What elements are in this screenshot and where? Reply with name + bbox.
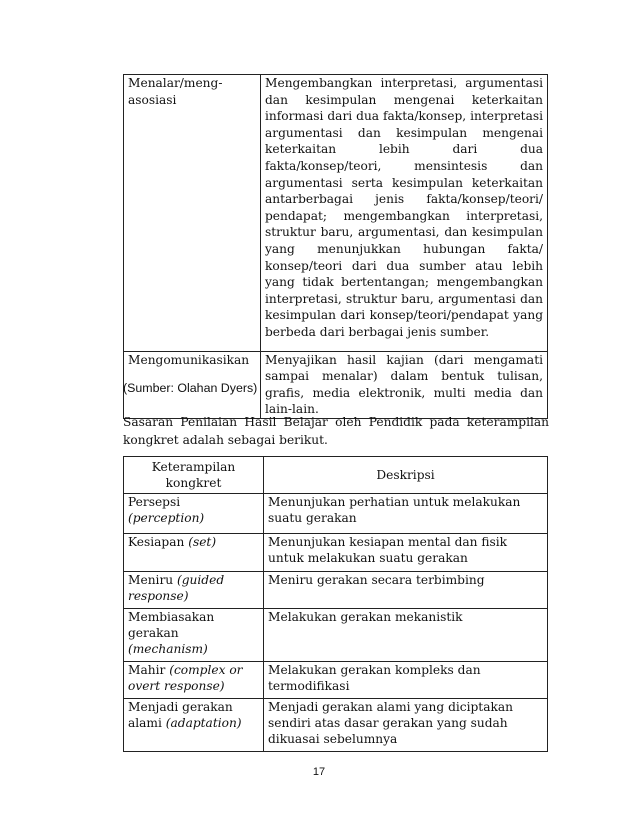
activity-description: Menyajikan hasil kajian (dari mengamati sampai menalar) dalam bentuk tulisan, grafis, media elektronik, multi media dan lain-lain.: [261, 351, 548, 418]
learning-activities-table: [123, 74, 548, 419]
table-row: [124, 572, 548, 609]
skill-term: [124, 534, 264, 572]
skill-description: Menunjukan perhatian untuk melakukan suatu gerakan: [264, 494, 548, 534]
skill-name: Mahir: [128, 663, 166, 677]
skill-name: Membiasakan gerakan: [128, 610, 215, 641]
table-row: [124, 534, 548, 572]
skill-name: Kesiapan: [128, 535, 185, 549]
skill-description: Menjadi gerakan alami yang diciptakan sendiri atas dasar gerakan yang sudah dikuasai sebelumnya: [264, 699, 548, 752]
skill-english: (complex or overt response): [128, 663, 243, 694]
table-row: [124, 609, 548, 662]
skill-english: (mechanism): [128, 642, 208, 657]
skill-term: [124, 699, 264, 752]
skill-term: [124, 609, 264, 662]
table-row: [124, 699, 548, 752]
skill-description: Melakukan gerakan mekanistik: [264, 609, 548, 662]
activity-term: Menalar/meng-asosiasi: [124, 75, 261, 352]
header-description: Deskripsi: [264, 457, 548, 494]
skill-english: (set): [188, 535, 217, 549]
table-row: [124, 494, 548, 534]
source-note: (Sumber: Olahan Dyers): [123, 381, 258, 395]
skill-description: Melakukan gerakan kompleks dan termodifikasi: [264, 662, 548, 699]
table-row: [124, 75, 548, 352]
skill-name: Meniru: [128, 573, 174, 587]
skill-term: [124, 494, 264, 534]
table-header-row: [124, 457, 548, 494]
skill-description: Meniru gerakan secara terbimbing: [264, 572, 548, 609]
skill-description: Menunjukan kesiapan mental dan fisik untuk melakukan suatu gerakan: [264, 534, 548, 572]
skill-english: (perception): [128, 511, 205, 526]
skill-english: (guided response): [128, 573, 225, 604]
skill-name: Menjadi gerakan alami: [128, 700, 233, 731]
page-number: 17: [312, 766, 326, 778]
activity-description: Mengembangkan interpretasi, argumentasi dan kesimpulan mengenai keterkaitan informasi dari dua fakta/konsep, interpretasi argumentasi dan kesimpulan mengenai keterkaitan lebih dari dua fakta/konsep/teori, mensintesis dan argumentasi serta kesimpulan keterkaitan antarberbagai jenis fakta/konsep/teori/ pendapat; mengembangkan interpretasi, struktur baru, argumentasi, dan kesimpulan yang menunjukkan hubungan fakta/ konsep/teori dari dua sumber atau lebih yang tidak bertentangan; mengembangkan interpretasi, struktur baru, argumentasi dan kesimpulan dari konsep/teori/pendapat yang berbeda dari berbagai jenis sumber.: [261, 75, 548, 352]
body-paragraph: Sasaran Penilaian Hasil Belajar oleh Pendidik pada keterampilan kongkret adalah sebagai berikut.: [123, 415, 549, 447]
activity-term: Mengomunikasikan: [124, 351, 261, 418]
skill-english: (adaptation): [165, 716, 242, 731]
skill-term: [124, 572, 264, 609]
skill-term: [124, 662, 264, 699]
skill-name: Persepsi: [128, 495, 181, 509]
header-skill: Keterampilan kongkret: [124, 457, 264, 494]
table-row: [124, 662, 548, 699]
concrete-skills-table: [123, 456, 548, 752]
